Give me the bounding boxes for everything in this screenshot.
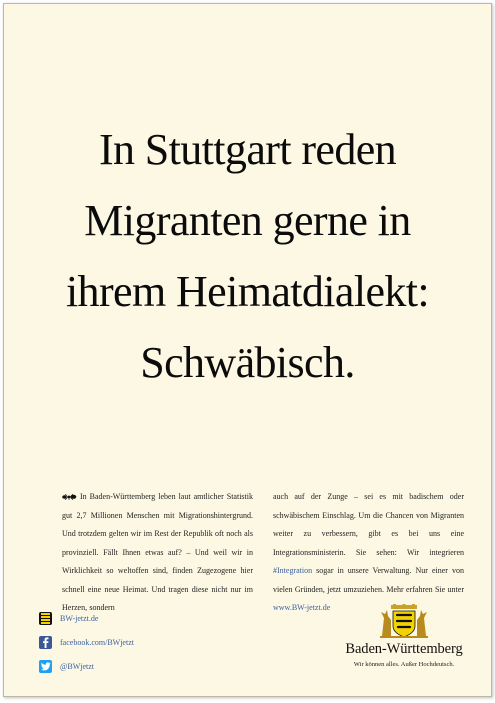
body-column-left (62, 488, 253, 618)
body-text (62, 488, 464, 618)
headline-line-3: ihrem Heimatdialekt: (65, 267, 430, 316)
bw-logo-icon (39, 612, 52, 625)
logo-claim: Wir können alles. Außer Hochdeutsch. (353, 661, 455, 668)
social-facebook[interactable] (39, 634, 134, 650)
facebook-link[interactable]: facebook.com/BWjetzt (60, 637, 134, 647)
poster (3, 3, 492, 697)
body-column-right (273, 488, 464, 618)
twitter-link[interactable]: @BWjetzt (60, 661, 95, 671)
social-twitter[interactable] (39, 658, 134, 674)
coat-of-arms-icon (376, 604, 432, 638)
headline-line-4: Schwäbisch. (140, 338, 355, 387)
baden-wuerttemberg-logo (334, 604, 474, 668)
bw-jetzt-link[interactable]: www.BW-jetzt.de (273, 603, 331, 612)
headline-line-2: Migranten gerne in (84, 196, 411, 245)
headline-line-1: In Stuttgart reden (98, 125, 397, 174)
body-paragraph-2a: auch auf der Zunge – sei es mit badischem oder schwäbischem Einschlag. Um die Chancen von Migranten weiter zu verbessern, gibt es bei uns eine Integrationsministerin. Sie sehen: Wir integrieren (273, 492, 464, 557)
social-links (39, 610, 134, 682)
logo-name: Baden-Württemberg (345, 641, 463, 657)
social-website[interactable] (39, 610, 134, 626)
facebook-icon (39, 636, 52, 649)
body-paragraph-2b: sogar in unsere Verwaltung. Nur einer von vielen Gründen, jetzt umzuziehen. Mehr erfahren Sie unter (273, 566, 464, 594)
twitter-bird-icon (39, 660, 52, 673)
headline (4, 114, 491, 398)
website-link[interactable]: BW-jetzt.de (60, 613, 99, 623)
body-paragraph-1: In Baden-Württemberg leben laut amtlicher Statistik gut 2,7 Millionen Menschen mit Migrationshintergrund. Und trotzdem gelten wir im Rest der Republik oft noch als provinziell. Fällt Ihnen etwas auf? – Und weil wir in Wirklichkeit so weltoffen sind, finden Zugezogene hier schnell eine neue Heimat. Und tragen diese nicht nur im Herzen, sondern (62, 492, 253, 612)
ant-icon (62, 494, 77, 500)
integration-hashtag[interactable]: #Integration (273, 566, 313, 575)
